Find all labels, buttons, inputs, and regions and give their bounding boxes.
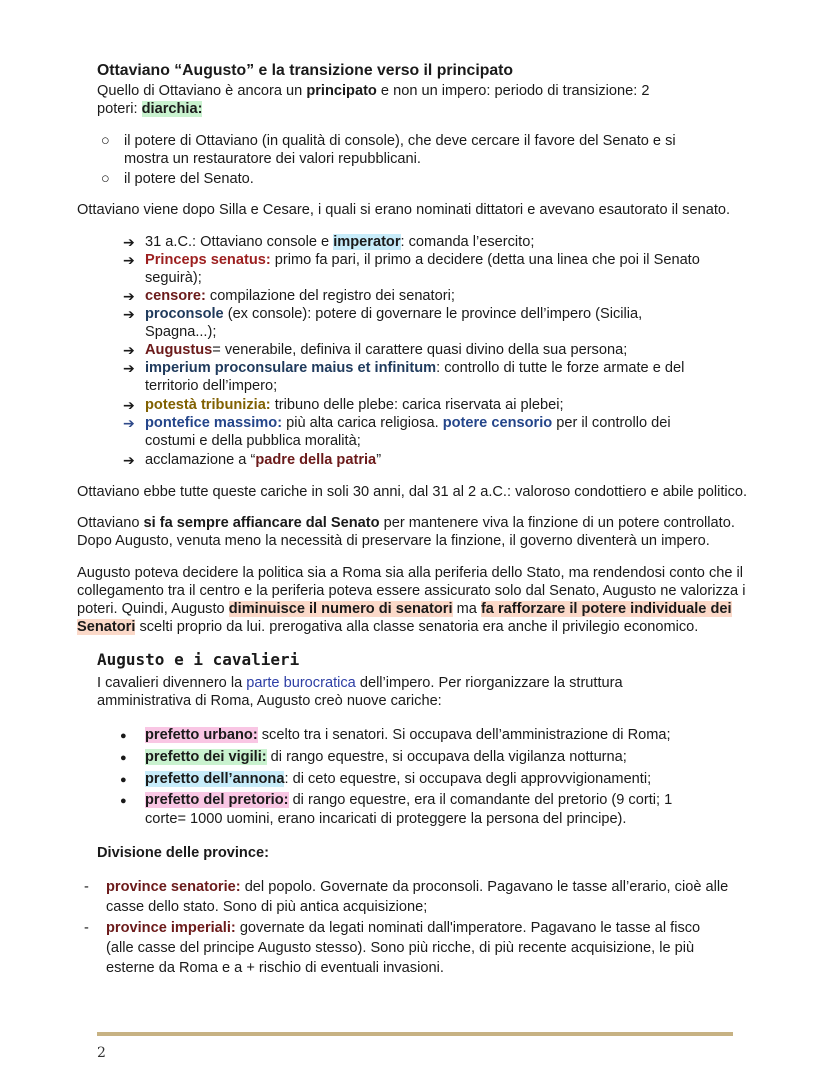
list-item: province imperiali: governate da legati nominati dall'imperatore. Pagavano le tasse al fisco	[106, 920, 701, 936]
arrow-bullet-icon: ➔	[123, 306, 135, 322]
list-item: prefetto urbano: scelto tra i senatori. Si occupava dell’amministrazione di Roma;	[145, 727, 671, 743]
list-item-cont: (alle casse del principe Augusto stesso). Sono più ricche, di più recente acquisizione, le più	[106, 940, 695, 956]
list-item: il potere di Ottaviano (in qualità di console), che deve cercare il favore del Senato e si	[124, 133, 676, 149]
paragraph-line: I cavalieri divennero la parte burocratica dell’impero. Per riorganizzare la struttura	[97, 675, 623, 691]
list-item-cont: esterne da Roma e a + rischio di eventuali invasioni.	[106, 960, 444, 976]
list-item-cont: mostra un restauratore dei valori repubblicani.	[124, 151, 421, 167]
list-item: acclamazione a “padre della patria”	[145, 452, 382, 468]
list-item: il potere del Senato.	[124, 171, 254, 187]
list-item: prefetto dei vigili: di rango equestre, si occupava della vigilanza notturna;	[145, 749, 627, 765]
footer-rule	[97, 1032, 733, 1036]
list-item-cont: seguirà);	[145, 270, 202, 286]
section-title-principato: Ottaviano “Augusto” e la transizione verso il principato	[97, 62, 514, 79]
dot-bullet-icon: ●	[120, 795, 127, 807]
list-item-cont: costumi e della pubblica moralità;	[145, 433, 361, 449]
paragraph-line: amministrativa di Roma, Augusto creò nuove cariche:	[97, 693, 442, 709]
dot-bullet-icon: ●	[120, 774, 127, 786]
list-item: prefetto del pretorio: di rango equestre, era il comandante del pretorio (9 corti; 1	[145, 792, 673, 808]
dash-bullet-icon: -	[84, 879, 89, 895]
page-number: 2	[97, 1045, 106, 1061]
list-item: potestà tribunizia: tribuno delle plebe: carica riservata ai plebei;	[145, 397, 564, 413]
paragraph-line: Augusto poteva decidere la politica sia a Roma sia alla periferia dello Stato, ma rendendosi conto che il	[77, 565, 744, 581]
intro-line-2: poteri: diarchia:	[97, 101, 203, 117]
paragraph: Ottaviano ebbe tutte queste cariche in soli 30 anni, dal 31 al 2 a.C.: valoroso condottiero e abile politico.	[77, 484, 748, 500]
arrow-bullet-icon: ➔	[123, 234, 135, 250]
arrow-bullet-icon: ➔	[123, 415, 135, 431]
list-item-cont: casse dello stato. Sono di più antica acquisizione;	[106, 899, 428, 915]
arrow-bullet-icon: ➔	[123, 360, 135, 376]
list-item: censore: compilazione del registro dei senatori;	[145, 288, 455, 304]
section-title-cavalieri: Augusto e i cavalieri	[97, 650, 300, 669]
paragraph-line: Ottaviano si fa sempre affiancare dal Senato per mantenere viva la finzione di un potere controllato.	[77, 515, 735, 531]
list-item: imperium proconsulare maius et infinitum: controllo di tutte le forze armate e del	[145, 360, 685, 376]
provinces-heading: Divisione delle province:	[97, 845, 269, 861]
arrow-bullet-icon: ➔	[123, 342, 135, 358]
list-item: pontefice massimo: più alta carica religiosa. potere censorio per il controllo dei	[145, 415, 671, 431]
arrow-bullet-icon: ➔	[123, 452, 135, 468]
intro-line-1: Quello di Ottaviano è ancora un principato e non un impero: periodo di transizione: 2	[97, 83, 650, 99]
paragraph-line: Dopo Augusto, venuta meno la necessità di preservare la finzione, il governo diventerà un impero.	[77, 533, 710, 549]
list-item: Augustus= venerabile, definiva il carattere quasi divino della sua persona;	[145, 342, 628, 358]
list-item: 31 a.C.: Ottaviano console e imperator: comanda l’esercito;	[145, 234, 535, 250]
list-item: province senatorie: del popolo. Governate da proconsoli. Pagavano le tasse all’erario, cioè alle	[106, 879, 729, 895]
list-item-cont: corte= 1000 uomini, erano incaricati di proteggere la persona del principe).	[145, 811, 627, 827]
dot-bullet-icon: ●	[120, 730, 127, 742]
circle-bullet-icon: ○	[101, 171, 110, 187]
arrow-bullet-icon: ➔	[123, 288, 135, 304]
dot-bullet-icon: ●	[120, 752, 127, 764]
paragraph-line: collegamento tra il centro e la periferia poteva essere assicurato solo dal Senato, Augusto ne valorizza i	[77, 583, 746, 599]
list-item: prefetto dell’annona: di ceto equestre, si occupava degli approvvigionamenti;	[145, 771, 652, 787]
paragraph-line: Senatori scelti proprio da lui. prerogativa alla classe senatoria era anche il privilegio economico.	[77, 619, 699, 635]
paragraph-line: poteri. Quindi, Augusto diminuisce il numero di senatori ma fa rafforzare il potere individuale dei	[77, 601, 732, 617]
list-item: Princeps senatus: primo fa pari, il primo a decidere (detta una linea che poi il Senato	[145, 252, 700, 268]
list-item-cont: territorio dell’impero;	[145, 378, 278, 394]
list-item-cont: Spagna...);	[145, 324, 217, 340]
paragraph: Ottaviano viene dopo Silla e Cesare, i quali si erano nominati dittatori e avevano esautorato il senato.	[77, 202, 731, 218]
arrow-bullet-icon: ➔	[123, 252, 135, 268]
list-item: proconsole (ex console): potere di governare le province dell’impero (Sicilia,	[145, 306, 643, 322]
arrow-bullet-icon: ➔	[123, 397, 135, 413]
dash-bullet-icon: -	[84, 920, 89, 936]
circle-bullet-icon: ○	[101, 133, 110, 149]
